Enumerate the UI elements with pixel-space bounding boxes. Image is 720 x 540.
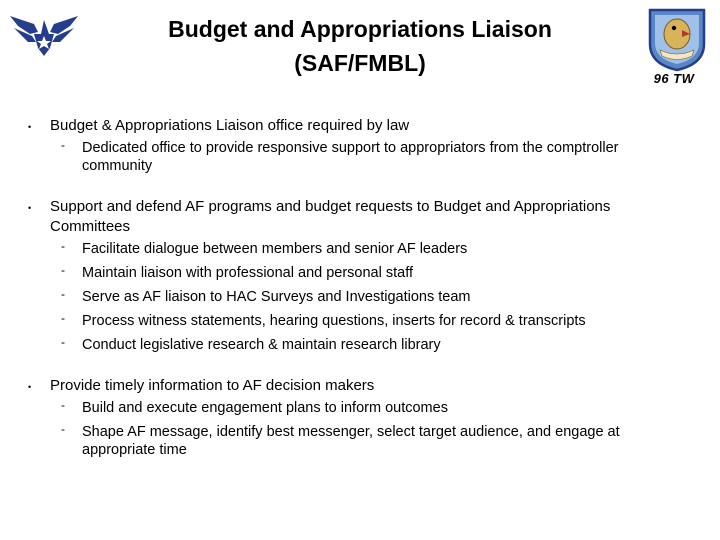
sub-item [50,336,688,354]
sub-marker: ‐ [61,239,65,253]
title-line-1: Budget and Appropriations Liaison [168,16,552,42]
sub-list [50,399,688,459]
bullet-item [28,376,688,459]
sub-marker: ‐ [61,335,65,349]
sub-list [50,240,688,354]
sub-marker: ‐ [61,287,65,301]
sub-text: Build and execute engagement plans to inform outcomes [82,400,448,416]
bullet-marker: • [28,382,32,392]
slide-title [100,12,620,80]
sub-text: Shape AF message, identify best messenger, select target audience, and engage at appropriate time [82,424,620,458]
sub-marker: ‐ [61,422,65,436]
sub-item [50,288,688,306]
sub-text: Maintain liaison with professional and personal staff [82,265,414,281]
sub-marker: ‐ [61,263,65,277]
sub-item [50,399,688,417]
test-wing-emblem-icon [646,6,708,72]
sub-item [50,264,688,282]
bullet-text: Provide timely information to AF decision makers [50,377,375,394]
bullet-text: Budget & Appropriations Liaison office required by law [50,117,410,134]
sub-text: Serve as AF liaison to HAC Surveys and Investigations team [82,289,471,305]
title-line-2: (SAF/FMBL) [294,50,426,76]
sub-item [50,423,688,459]
wing-caption: 96 TW [653,71,695,86]
sub-marker: ‐ [61,398,65,412]
bullet-text: Support and defend AF programs and budget requests to Budget and Appropriations Committees [50,198,611,235]
sub-item [50,312,688,330]
sub-list [50,139,688,175]
sub-text: Dedicated office to provide responsive support to appropriators from the comptroller community [82,140,619,174]
bullet-item [28,116,688,175]
sub-text: Conduct legislative research & maintain research library [82,337,441,353]
sub-marker: ‐ [61,311,65,325]
content-body [28,116,688,459]
sub-marker: ‐ [61,138,65,152]
air-force-logo-icon [8,10,80,58]
sub-text: Facilitate dialogue between members and senior AF leaders [82,241,468,257]
bullet-marker: • [28,203,32,213]
sub-item [50,139,688,175]
bullet-item [28,197,688,354]
bullet-marker: • [28,122,32,132]
sub-text: Process witness statements, hearing questions, inserts for record & transcripts [82,313,586,329]
sub-item [50,240,688,258]
